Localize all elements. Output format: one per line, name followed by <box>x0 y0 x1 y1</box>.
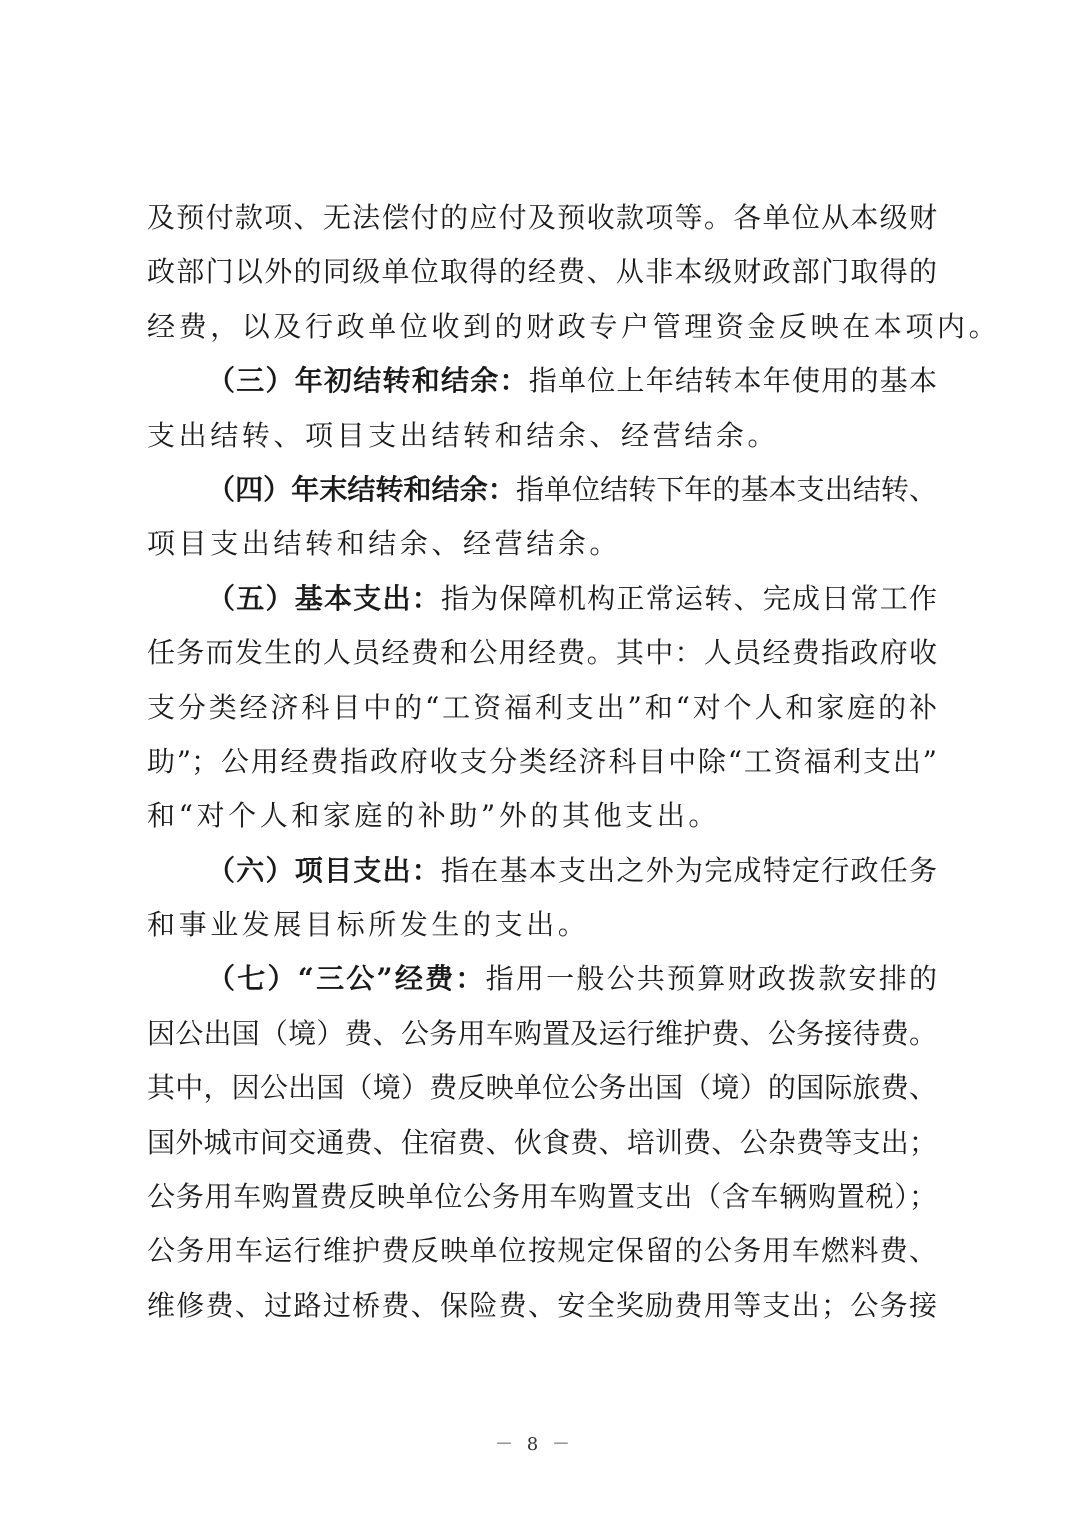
text-line <box>147 245 937 299</box>
line-text: 经费，以及行政单位收到的财政专户管理资金反映在本项内。 <box>147 309 1001 343</box>
line-text: 及预付款项、无法偿付的应付及预收款项等。各单位从本级财 <box>147 201 937 234</box>
section-heading: （四）年末结转和结余： <box>207 472 516 506</box>
text-line <box>147 681 937 735</box>
line-text: 和“对个人和家庭的补助”外的其他支出。 <box>147 799 721 833</box>
line-text: 政部门以外的同级单位取得的经费、从非本级财政部门取得的 <box>147 255 937 289</box>
line-text: 指用一般公共预算财政拨款安排的 <box>485 962 937 996</box>
line-text: 支出结转、项目支出结转和结余、经营结余。 <box>147 418 780 452</box>
text-line <box>147 789 937 843</box>
line-text: 公务用车运行维护费反映单位按规定保留的公务用车燃料费、 <box>147 1234 937 1268</box>
line-text: 因公出国（境）费、公务用车购置及运行维护费、公务接待费。 <box>147 1016 937 1050</box>
text-line <box>147 898 937 952</box>
line-text: 国外城市间交通费、住宿费、伙食费、培训费、公杂费等支出； <box>147 1125 937 1159</box>
line-text: 指单位结转下年的基本支出结转、 <box>515 472 937 506</box>
section-heading-line <box>147 844 937 898</box>
section-heading: （七）“三公”经费： <box>207 962 486 996</box>
line-text: 任务而发生的人员经费和公用经费。其中：人员经费指政府收 <box>147 636 937 670</box>
section-heading: （三）年初结转和结余： <box>207 364 529 398</box>
document-body <box>147 191 1001 1333</box>
text-line <box>147 409 937 463</box>
text-line <box>147 1224 937 1278</box>
line-text: 指为保障机构正常运转、完成日常工作 <box>441 581 937 615</box>
text-line <box>147 626 937 680</box>
section-heading-line <box>147 572 937 626</box>
line-text: 支分类经济科目中的“工资福利支出”和“对个人和家庭的补 <box>147 690 937 724</box>
text-line <box>147 1061 937 1115</box>
text-line <box>147 517 937 571</box>
text-line <box>147 1007 937 1061</box>
line-text: 其中，因公出国（境）费反映单位公务出国（境）的国际旅费、 <box>147 1071 937 1105</box>
line-text: 指单位上年结转本年使用的基本 <box>528 364 937 398</box>
page-number: － 8 － <box>495 1434 574 1455</box>
text-line <box>147 735 937 789</box>
section-heading-line <box>147 463 937 517</box>
section-heading-line <box>147 952 937 1006</box>
section-heading: （五）基本支出： <box>207 581 441 615</box>
text-line <box>147 191 937 245</box>
line-text: 和事业发展目标所发生的支出。 <box>147 908 590 942</box>
text-line <box>147 1170 937 1224</box>
line-text: 公务用车购置费反映单位公务用车购置支出（含车辆购置税）； <box>147 1180 937 1214</box>
line-text: 指在基本支出之外为完成特定行政任务 <box>441 853 937 887</box>
line-text: 维修费、过路过桥费、保险费、安全奖励费用等支出；公务接 <box>147 1288 937 1322</box>
section-heading-line <box>147 354 937 408</box>
section-heading: （六）项目支出： <box>207 853 441 887</box>
text-line <box>147 1116 937 1170</box>
line-text: 项目支出结转和结余、经营结余。 <box>147 527 622 561</box>
text-line <box>147 1279 937 1333</box>
text-line <box>147 300 1001 354</box>
line-text: 助”；公用经费指政府收支分类经济科目中除“工资福利支出” <box>147 744 937 778</box>
